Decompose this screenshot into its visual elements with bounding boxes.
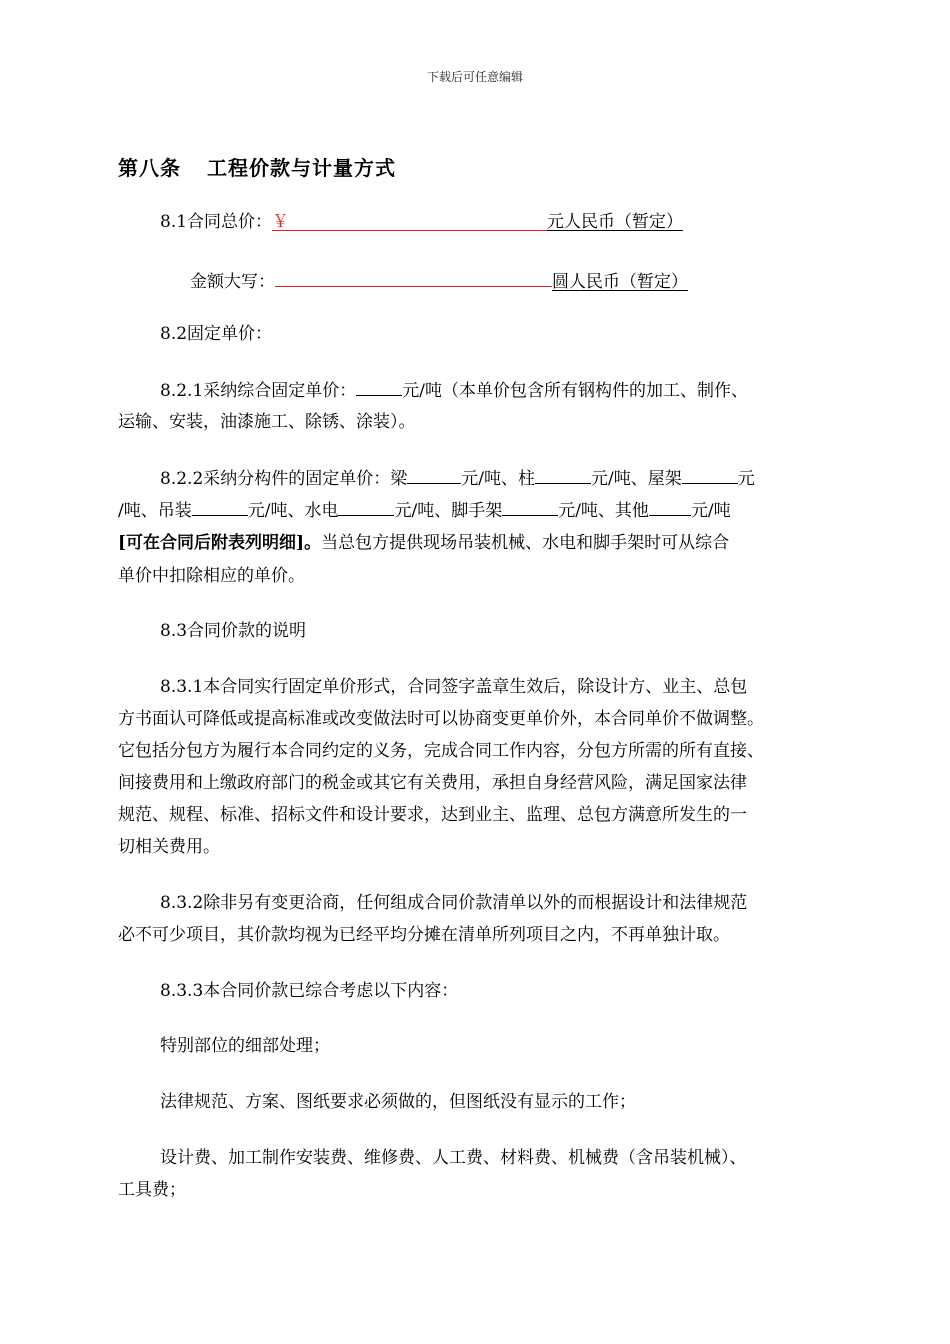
component-unit-ton: 元/吨	[690, 501, 731, 521]
component-price-line-3	[118, 531, 729, 555]
amount-in-words-label: 金额大写：	[190, 272, 275, 292]
clause-831-line: 规范、规程、标准、招标文件和设计要求，达到业主、监理、总包方满意所发生的一	[118, 805, 747, 825]
attached-table-note: [可在合同后附表列明细]。	[118, 533, 322, 553]
article-heading: 工程价款与计量方式	[207, 156, 396, 180]
clause-833-item-required-work: 法律规范、方案、图纸要求必须做的，但图纸没有显示的工作；	[160, 1092, 636, 1112]
component-price-line-2	[118, 497, 731, 523]
amount-in-words-line	[190, 266, 688, 294]
comprehensive-price-desc: 元/吨（本单价包含所有钢构件的加工、制作、	[402, 381, 748, 401]
clause-833-item-tools: 工具费；	[118, 1180, 186, 1200]
clause-833-item-detail: 特别部位的细部处理；	[160, 1036, 330, 1056]
other-price-blank[interactable]	[649, 497, 691, 516]
utilities-price-blank[interactable]	[338, 497, 394, 516]
scaffold-price-blank[interactable]	[502, 497, 558, 516]
total-price-unit: 元人民币（暂定）	[547, 212, 684, 232]
fixed-unit-price-heading: 8.2固定单价：	[160, 324, 273, 344]
component-price-line-1	[160, 465, 755, 491]
amount-in-words-field[interactable]	[275, 266, 552, 287]
component-label-other: 元/吨、其他	[558, 501, 649, 521]
article-title	[118, 152, 396, 181]
comprehensive-price-label: 8.2.1采纳综合固定单价：	[160, 381, 357, 401]
clause-831-line: 8.3.1本合同实行固定单价形式，合同签字盖章生效后，除设计方、业主、总包	[160, 677, 748, 697]
page-header: 下载后可任意编辑	[426, 70, 523, 84]
deduction-note: 当总包方提供现场吊装机械、水电和脚手架时可从综合	[321, 533, 730, 553]
price-explanation-heading: 8.3合同价款的说明	[160, 621, 307, 641]
beam-price-blank[interactable]	[407, 465, 461, 484]
component-label-utilities: 元/吨、水电	[247, 501, 339, 521]
component-label-hoisting: /吨、吊装	[118, 501, 192, 521]
clause-832-line: 8.3.2除非另有变更洽商，任何组成合同价款清单以外的而根据设计和法律规范	[160, 893, 748, 913]
total-price-field[interactable]	[272, 210, 547, 231]
clause-831-line: 切相关费用。	[118, 837, 220, 857]
clause-831-line: 方书面认可降低或提高标准或改变做法时可以协商变更单价外，本合同单价不做调整。	[118, 709, 764, 729]
amount-in-words-unit: 圆人民币（暂定）	[552, 272, 688, 292]
total-price-line	[160, 210, 683, 234]
component-price-line-4: 单价中扣除相应的单价。	[118, 566, 305, 586]
comprehensive-price-line-2: 运输、安装，油漆施工、除锈、涂装）。	[118, 412, 416, 432]
truss-price-blank[interactable]	[682, 465, 738, 484]
yen-symbol: ￥	[272, 212, 290, 232]
column-price-blank[interactable]	[535, 465, 591, 484]
clause-831-line: 间接费用和上缴政府部门的税金或其它有关费用，承担自身经营风险，满足国家法律	[118, 773, 747, 793]
component-label-truss: 元/吨、屋架	[591, 469, 682, 489]
total-price-label: 8.1合同总价：	[160, 212, 273, 232]
comprehensive-price-blank[interactable]	[356, 377, 402, 396]
clause-831-line: 它包括分包方为履行本合同约定的义务，完成合同工作内容，分包方所需的所有直接、	[118, 741, 764, 761]
clause-833-item-costs: 设计费、加工制作安装费、维修费、人工费、材料费、机械费（含吊装机械）、	[160, 1148, 747, 1168]
component-label-beam: 8.2.2采纳分构件的固定单价：梁	[160, 469, 408, 489]
article-number: 第八条	[118, 156, 181, 180]
clause-832-line: 必不可少项目，其价款均视为已经平均分摊在清单所列项目之内，不再单独计取。	[118, 925, 730, 945]
clause-833-heading: 8.3.3本合同价款已综合考虑以下内容：	[160, 981, 459, 1001]
hoisting-price-blank[interactable]	[192, 497, 248, 516]
component-label-scaffold: 元/吨、脚手架	[394, 501, 503, 521]
comprehensive-price-line	[160, 377, 748, 403]
component-label-column: 元/吨、柱	[461, 469, 535, 489]
component-unit-yuan: 元	[737, 469, 755, 489]
